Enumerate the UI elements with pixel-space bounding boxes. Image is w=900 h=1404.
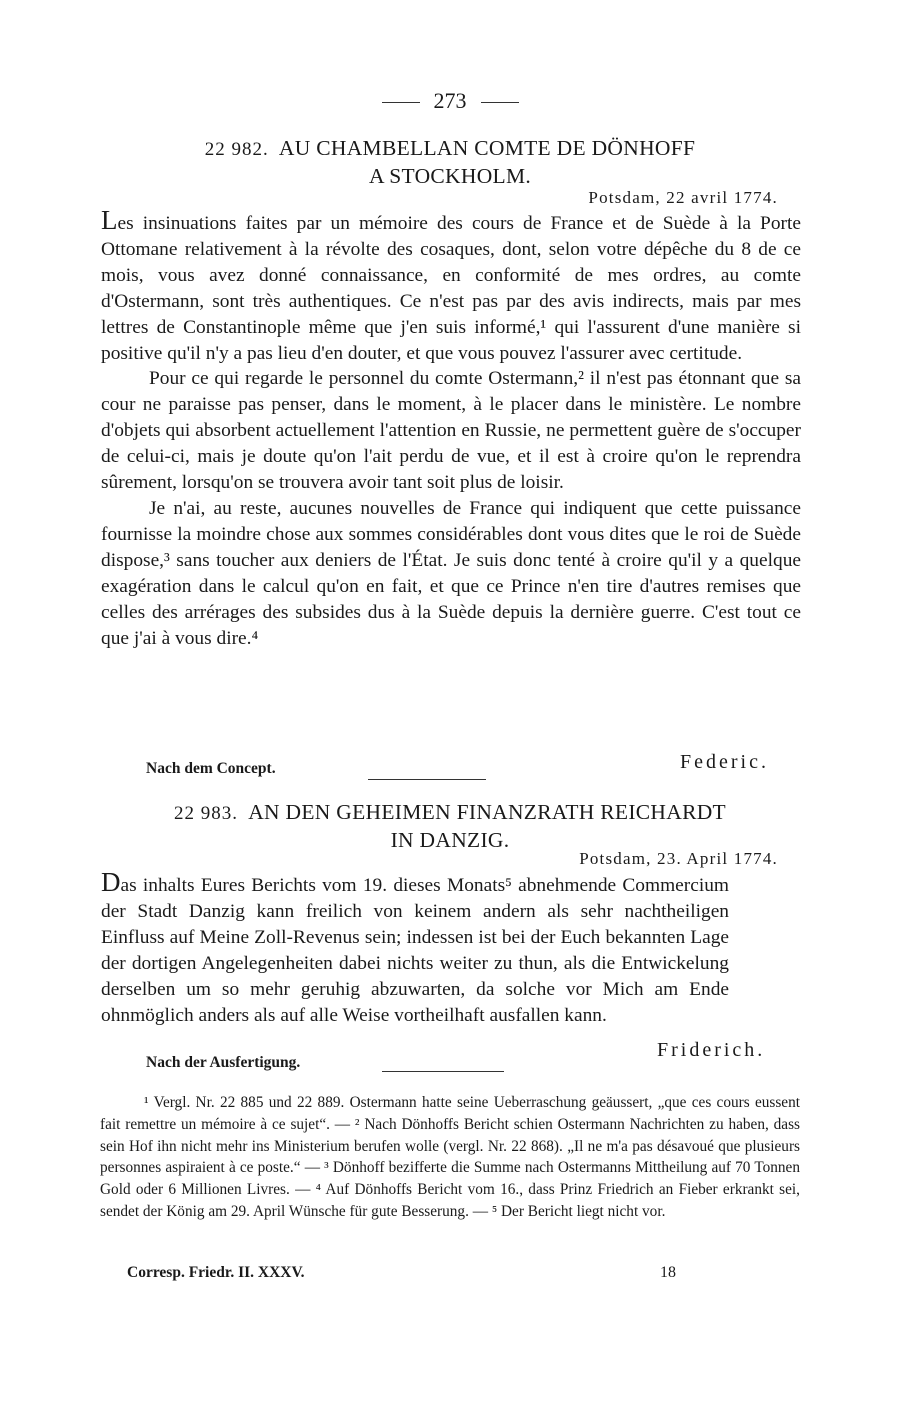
letter-heading: [100, 135, 800, 189]
paragraph: Je n'ai, au reste, aucunes nouvelles de France qui indiquent que cette puissance fournisse la moindre chose aux sommes considérables dont vous dites que le roi de Suède dispose,³ sans toucher aux deniers de l'État. Je suis donc tenté à croire qu'il y a quelque exagération dans le calcul qu'on en fait, et que ce Prince n'en tire d'autres remises que celles des arrérages des subsides dus à la Suède depuis la dernière guerre. C'est tout ce que j'ai à vous dire.⁴: [101, 497, 801, 649]
signature: Federic.: [680, 751, 769, 773]
header-rule-left: [382, 102, 420, 103]
letter-number: 22 983.: [174, 803, 239, 824]
initial-letter: D: [101, 867, 121, 897]
letter-title-line2: A STOCKHOLM.: [368, 164, 532, 188]
page-header: [0, 88, 900, 114]
letter-dateline: Potsdam, 23. April 1774.: [579, 849, 778, 868]
paragraph-text: as inhalts Eures Berichts vom 19. dieses Monats⁵ abnehmende Commercium der Stadt Danzig kann freilich von keinem andern als sehr nachtheiligen Einfluss auf Meine Zoll-Revenus sein; indessen ist bei der Euch bekannten Lage der dortigen Angelegenheiten dabei nichts weiter zu thun, als die Entwickelung derselben um so mehr geruhig abzuwarten, da solche vor Mich am Ende ohnmöglich anders als auf alle Weise vortheilhaft ausfallen kann.: [101, 875, 729, 1026]
footer-volume: Corresp. Friedr. II. XXXV.: [127, 1264, 305, 1281]
letter-title-line1: AU CHAMBELLAN COMTE DE DÖNHOFF: [278, 136, 696, 160]
footer-signature-mark: 18: [660, 1264, 676, 1281]
initial-letter: L: [101, 205, 118, 235]
paragraph: Pour ce qui regarde le personnel du comte Ostermann,² il n'est pas étonnant que sa cour ne paraisse pas penser, dans le moment, à le placer dans le ministère. Le nombre d'objets qui absorbent actuellement l'attention en Russie, ne permettent guère de s'occuper de celui-ci, mais je doute qu'on l'ait perdu de vue, et il est à croire qu'on le reprendra sûrement, lorsqu'on se trouvera avoir tant soit plus de loisir.: [101, 368, 801, 494]
footnotes-text: ¹ Vergl. Nr. 22 885 und 22 889. Ostermann hatte seine Ueberraschung geäussert, „que ces cours eussent fait remettre un mémoire à ce sujet“. — ² Nach Dönhoffs Bericht schien Ostermann Nachrichten zu haben, dass sein Hof ihn nicht mehr ins Ministerium berufen wolle (vergl. Nr. 22 868). „Il ne m'a pas désavoué que plusieurs personnes aspiraient à ce poste.“ — ³ Dönhoff bezifferte die Summe nach Ostermanns Mittheilung auf 70 Tonnen Gold oder 6 Millionen Livres. — ⁴ Auf Dönhoffs Bericht vom 16., dass Prinz Friedrich an Fieber erkrankt sei, sendet der König am 29. April Wünsche für gute Besserung. — ⁵ Der Bericht liegt nicht vor.: [100, 1094, 800, 1220]
source-note: Nach der Ausfertigung.: [146, 1054, 301, 1071]
letter-dateline: Potsdam, 22 avril 1774.: [588, 188, 778, 207]
letter-title-line2: IN DANZIG.: [390, 828, 510, 852]
paragraph: [101, 867, 729, 1028]
source-note: Nach dem Concept.: [146, 760, 276, 777]
signature: Friderich.: [657, 1039, 766, 1061]
header-rule-right: [481, 102, 519, 103]
letter-body: [101, 867, 729, 1028]
paragraph: [101, 205, 801, 366]
letter-heading: [100, 799, 800, 853]
letter-body: [101, 205, 801, 651]
footnotes: [100, 1092, 800, 1223]
page-number: 273: [433, 88, 467, 113]
letter-number: 22 982.: [204, 139, 269, 160]
paragraph-text: es insinuations faites par un mémoire des cours de France et de Suède à la Porte Ottomane relativement à la révolte des cosaques, dont, selon votre dépêche du 8 de ce mois, vous avez donné connaissance, en conformité de mes ordres, au comte d'Ostermann, sont très authentiques. Ce n'est pas par des avis indirects, mais par mes lettres de Constantinople même que j'en suis informé,¹ qui l'assurent d'une manière si positive qu'il n'y a pas lieu d'en douter, et que vous pouvez l'assurer avec certitude.: [101, 213, 801, 364]
section-divider: [368, 779, 486, 780]
letter-title-line1: AN DEN GEHEIMEN FINANZRATH REICHARDT: [248, 800, 726, 824]
section-divider: [382, 1071, 504, 1072]
